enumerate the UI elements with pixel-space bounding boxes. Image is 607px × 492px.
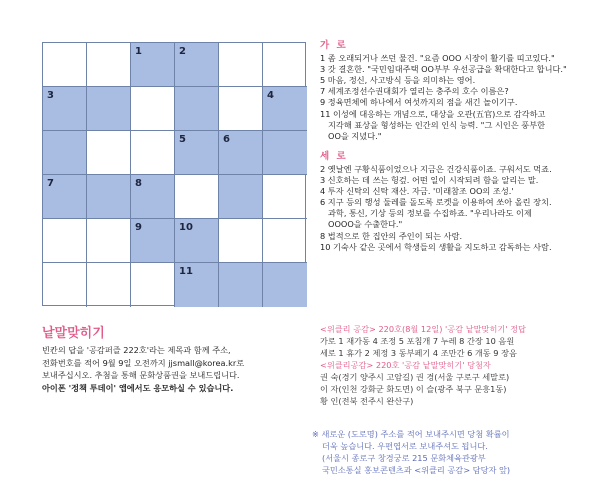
winners-heading: <위클리공감> 220호 '공감 낱말맞히기' 당첨자 [320, 360, 491, 370]
answer-line: 가로 1 재가동 4 조정 5 포침개 7 누레 8 간장 10 음원 [320, 336, 515, 346]
across-clue-cont: 지각해 표상을 형성하는 인간의 인식 능력. "그 시인은 풍부한 [328, 119, 546, 130]
puzzle-cell[interactable] [219, 175, 263, 219]
puzzle-cell[interactable] [43, 263, 87, 307]
cell-number: 9 [135, 222, 142, 233]
puzzle-cell[interactable] [263, 175, 307, 219]
address-notice [312, 428, 604, 476]
cell-number: 1 [135, 46, 142, 57]
puzzle-cell[interactable] [219, 43, 263, 87]
puzzle-cell[interactable] [43, 219, 87, 263]
down-clue-cont: 과학, 통신, 기상 등의 정보를 수집하죠. "우리나라도 이제 [328, 208, 532, 219]
puzzle-cell[interactable] [131, 87, 175, 131]
across-clue: 3 갓 결혼한. "국민임대주택 OO부부 우선공급을 확대한다고 합니다." [320, 64, 567, 75]
puzzle-cell[interactable] [43, 87, 87, 131]
previous-results [320, 323, 604, 407]
cell-number: 2 [179, 46, 186, 57]
across-clue: 1 좀 오래되거나 쓰던 물건. "요즘 OOO 시장이 활기를 띠고있다." [320, 53, 555, 64]
down-clue-cont: OOOO을 수출한다." [328, 219, 403, 230]
down-heading: 세 로 [320, 150, 348, 162]
notice-line: 국민소통실 홍보콘텐츠과 <위클리 공감> 담당자 앞) [322, 465, 511, 475]
puzzle-cell[interactable] [131, 175, 175, 219]
puzzle-cell[interactable] [263, 219, 307, 263]
puzzle-cell[interactable] [263, 43, 307, 87]
puzzle-cell[interactable] [131, 131, 175, 175]
guide-line-bold: 아이폰 '정책 투데이' 앱에서도 응모하실 수 있습니다. [42, 382, 234, 393]
down-clue: 3 신호하는 데 쓰는 헝겊. 어떤 일이 시작되려 함을 알리는 말. [320, 175, 539, 186]
entry-guide [42, 344, 312, 394]
puzzle-cell[interactable] [87, 43, 131, 87]
notice-line: ※ 새로운 (도로명) 주소를 적어 보내주시면 당첨 확률이 [312, 429, 510, 439]
cell-number: 8 [135, 178, 142, 189]
clues-panel [320, 40, 604, 253]
puzzle-cell[interactable] [263, 87, 307, 131]
across-clue: 11 이성에 대응하는 개념으로, 대상을 오관(五官)으로 감각하고 [320, 108, 546, 119]
winner-line: 이 자(인천 강화군 화도면) 이 슬(광주 북구 문흥1동) [320, 384, 507, 394]
puzzle-cell[interactable] [219, 131, 263, 175]
across-heading: 가 로 [320, 40, 348, 51]
puzzle-cell[interactable] [263, 263, 307, 307]
puzzle-cell[interactable] [175, 175, 219, 219]
puzzle-cell[interactable] [131, 219, 175, 263]
across-clue: 5 마음, 정신, 사고방식 등을 의미하는 영어. [320, 75, 476, 86]
puzzle-cell[interactable] [43, 131, 87, 175]
answer-line: 세로 1 휴가 2 제정 3 동부페기 4 조만간 6 개동 9 장음 [320, 348, 517, 358]
puzzle-cell[interactable] [219, 263, 263, 307]
cell-number: 6 [223, 134, 230, 145]
puzzle-cell[interactable] [263, 131, 307, 175]
puzzle-cell[interactable] [87, 219, 131, 263]
puzzle-cell[interactable] [219, 219, 263, 263]
puzzle-cell[interactable] [175, 43, 219, 87]
across-clue: 7 세계조정선수권대회가 열리는 충주의 호수 이름은? [320, 86, 509, 97]
puzzle-cell[interactable] [175, 87, 219, 131]
puzzle-cell[interactable] [175, 263, 219, 307]
puzzle-cell[interactable] [131, 263, 175, 307]
down-clue: 6 지구 등의 행성 둘레를 돌도록 로켓을 이용하여 쏘아 올린 장치. [320, 197, 552, 208]
cell-number: 10 [179, 222, 193, 233]
puzzle-cell[interactable] [87, 263, 131, 307]
winner-line: 황 인(전북 전주시 완산구) [320, 396, 414, 406]
down-clue: 2 옛날엔 구황식품이었으나 지금은 건강식품이죠. 구워서도 먹죠. [320, 163, 552, 174]
cell-number: 3 [47, 90, 54, 101]
puzzle-cell[interactable] [87, 175, 131, 219]
across-clue: 9 정육면체에 하나에서 여섯까지의 점을 새긴 놀이기구. [320, 97, 518, 108]
winner-line: 권 숙(경기 양주시 고암길) 권 경(서울 구로구 세말로) [320, 372, 510, 382]
guide-line: 보내주십시오. 추첨을 통해 문화상품권을 보내드립니다. [42, 370, 240, 380]
puzzle-cell[interactable] [219, 87, 263, 131]
crossword-grid [42, 42, 306, 306]
notice-line: (서울시 종로구 창경궁로 215 문화체육관광부 [322, 453, 486, 463]
guide-line: 빈칸의 답을 '공감퍼즐 222호'라는 제목과 함께 주소, [42, 345, 231, 355]
guide-line: 전화번호를 적어 9월 9일 오전까지 jjsmall@korea.kr로 [42, 357, 245, 368]
down-clue: 8 법적으로 한 집안의 주인이 되는 사람. [320, 230, 463, 241]
puzzle-cell[interactable] [131, 43, 175, 87]
down-clue: 10 기숙사 같은 곳에서 학생들의 생활을 지도하고 감독하는 사람. [320, 241, 552, 252]
puzzle-cell[interactable] [87, 87, 131, 131]
puzzle-cell[interactable] [87, 131, 131, 175]
puzzle-cell[interactable] [43, 175, 87, 219]
cell-number: 5 [179, 134, 186, 145]
puzzle-cell[interactable] [175, 131, 219, 175]
puzzle-cell[interactable] [175, 219, 219, 263]
cell-number: 7 [47, 178, 54, 189]
guide-title: 낱말맞히기 [42, 326, 105, 341]
puzzle-cell[interactable] [43, 43, 87, 87]
notice-line: 더욱 높습니다. 우편엽서로 보내주셔도 됩니다. [322, 441, 488, 451]
cell-number: 4 [267, 90, 274, 101]
down-clue: 4 투자 신탁의 신탁 재산. 자금. '미래참조 OO의 조성.' [320, 186, 514, 197]
across-clue-cont: OO을 지녔다." [328, 130, 382, 141]
answer-heading: <위클리 공감> 220호(8월 12일) '공감 낱말맞히기' 정답 [320, 324, 526, 334]
cell-number: 11 [179, 266, 193, 277]
